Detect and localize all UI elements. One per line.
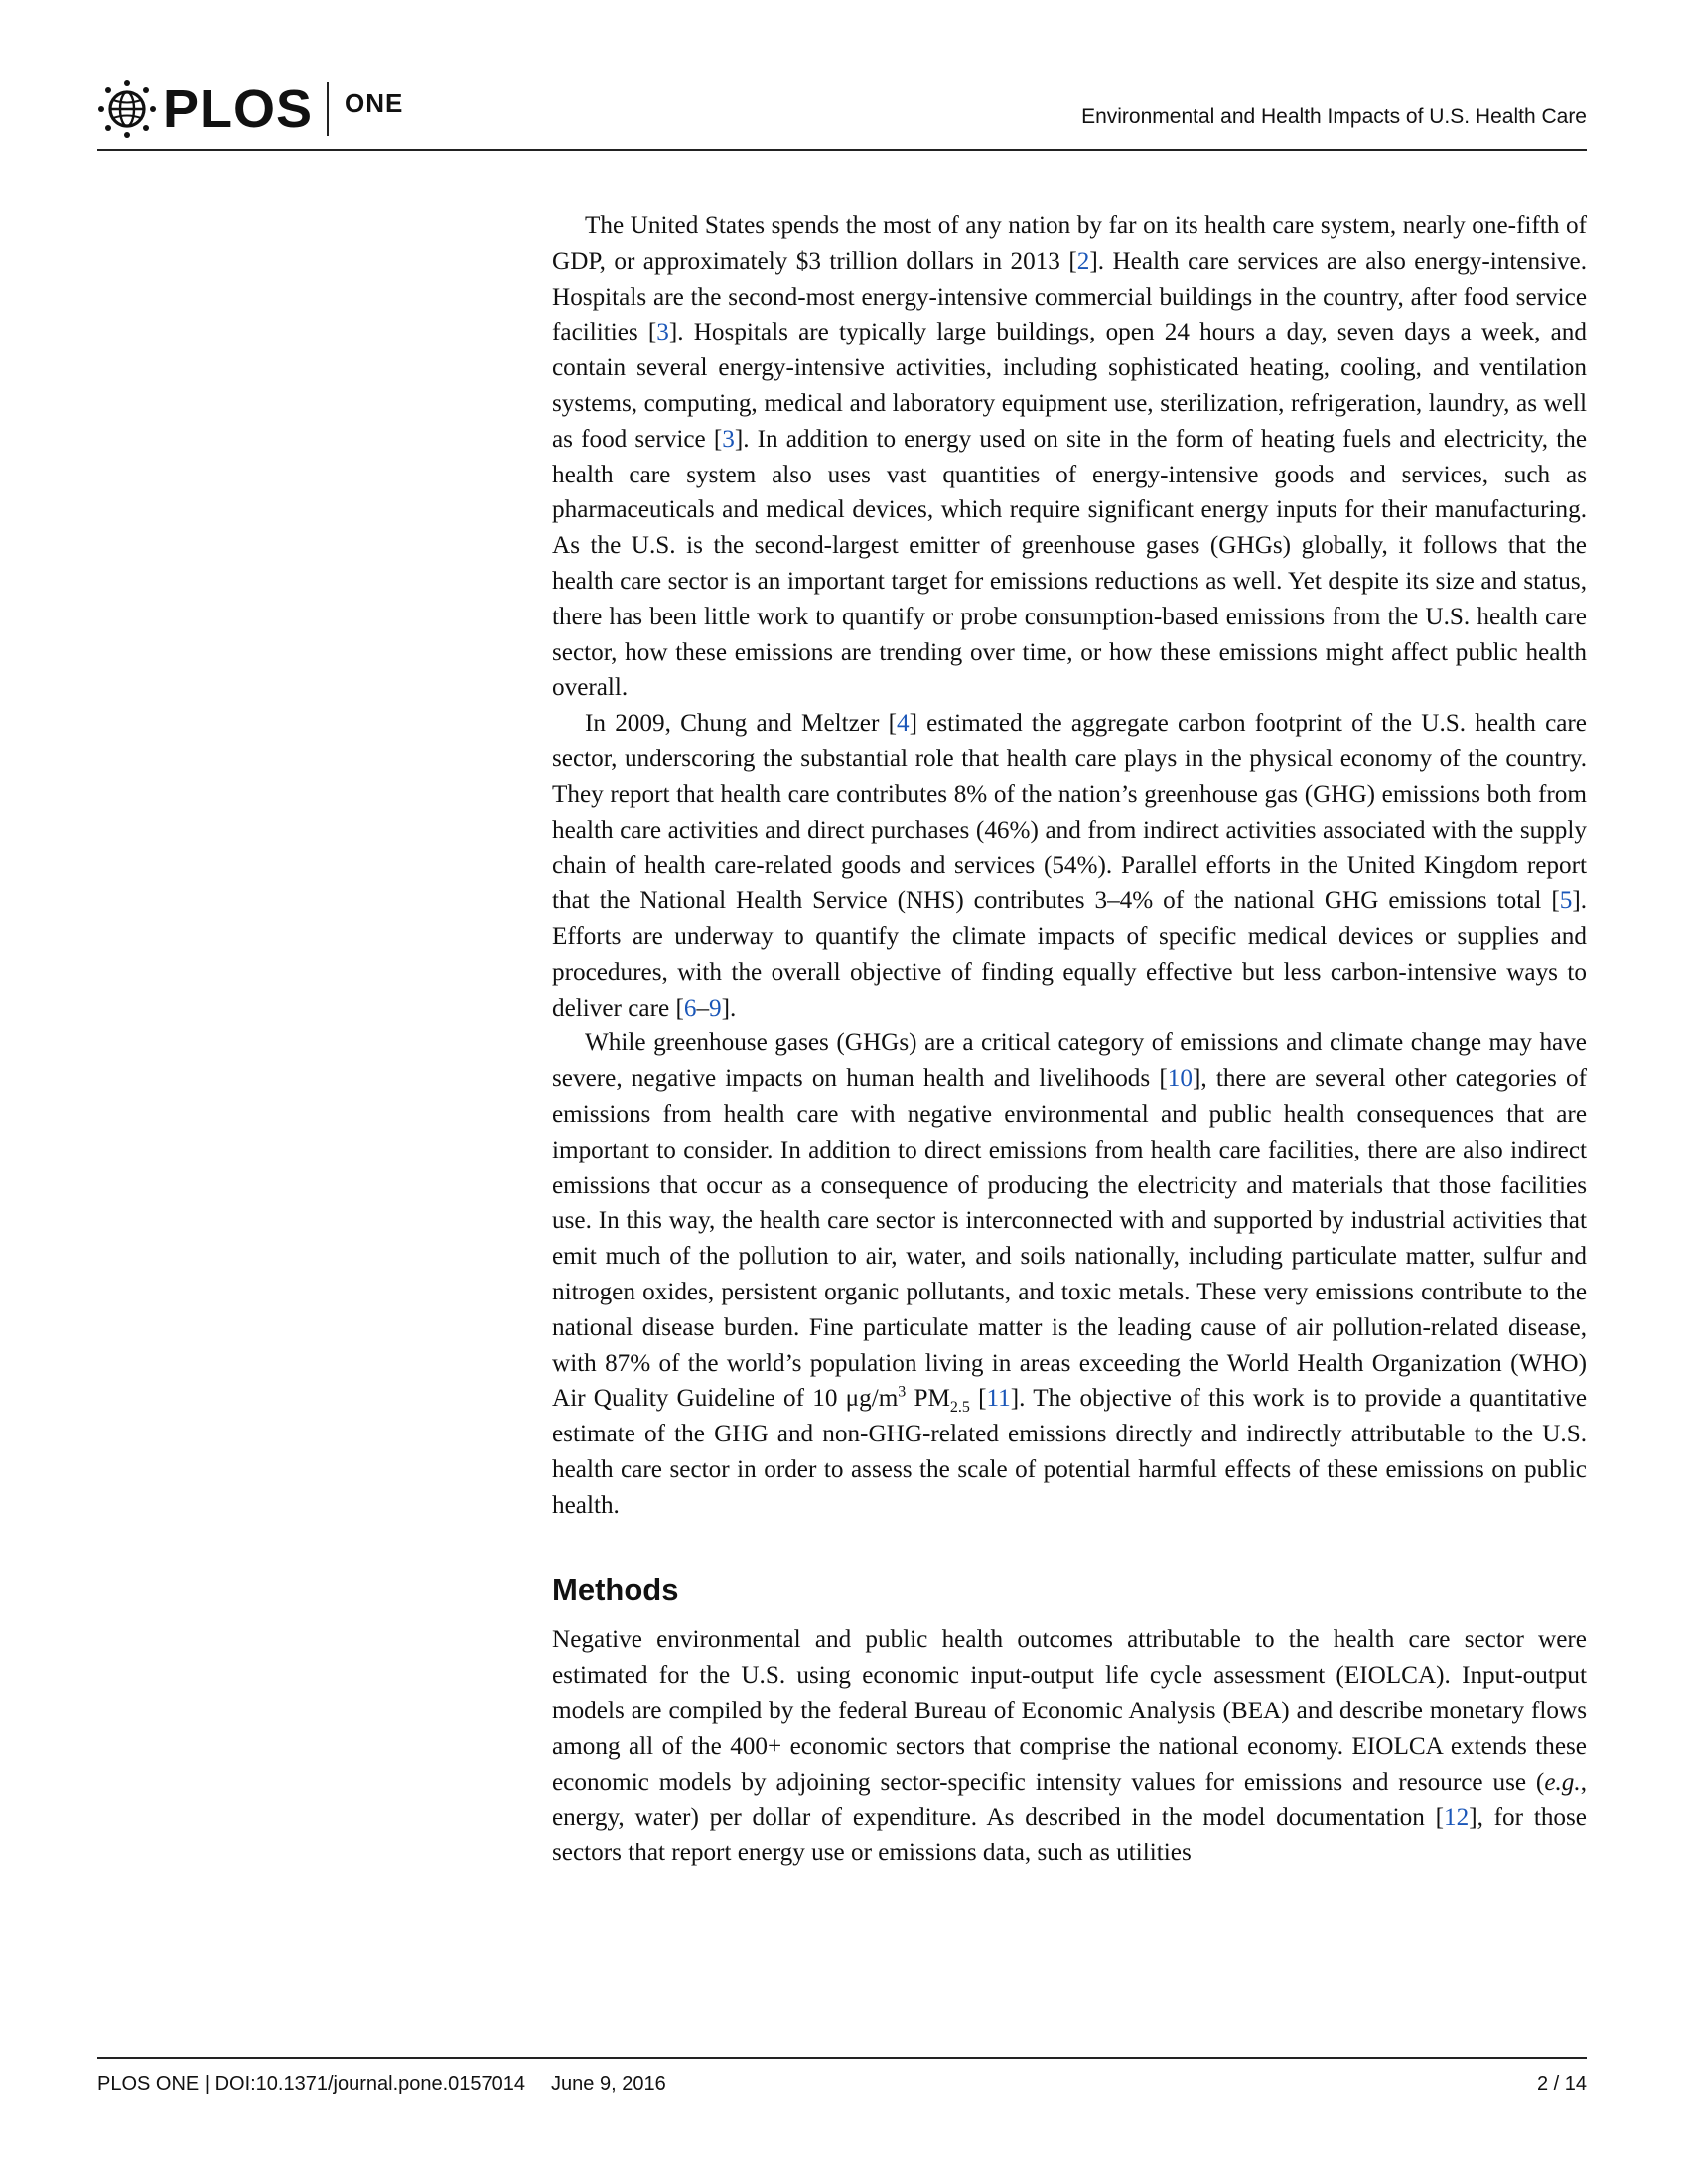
subscript-2-5: 2.5 bbox=[949, 1399, 970, 1417]
text-run: ]. In addition to energy used on site in the form of heating fuels and electricity, the health care system also uses vast quantities of energy-intensive goods and services, such as pharmaceuticals and medical devices, which require significant energy inputs for their manufacturing. As the U.S. is the second-largest emitter of greenhouse gases (GHGs) globally, it follows that the health care sector is an important target for emissions reductions as well. Yet despite its size and status, there has been little work to quantify or probe consumption-based emissions from the U.S. health care sector, how these emissions are trending over time, or how these emissions might affect public health overall. bbox=[552, 425, 1587, 702]
footer-citation bbox=[97, 2073, 666, 2096]
paragraph-intro-1 bbox=[552, 208, 1587, 706]
page-number: 2 / 14 bbox=[1536, 2073, 1587, 2095]
page-header bbox=[97, 73, 1587, 153]
section-heading-methods: Methods bbox=[552, 1572, 679, 1608]
text-run: In 2009, Chung and Meltzer [ bbox=[585, 710, 897, 738]
text-run: [ bbox=[969, 1385, 987, 1413]
citation-link[interactable]: 3 bbox=[722, 425, 735, 453]
logo-divider bbox=[327, 82, 329, 136]
text-run: ], there are several other categories of emissions from health care with negative environmental and public health consequences that are important to consider. In addition to direct emissions from health care facilities, there are also indirect emissions that occur as a consequence of producing the electricity and materials that those facilities use. In this way, the health care sector is interconnected with and supported by industrial activities that emit much of the pollution to air, water, and soils nationally, including particulate matter, sulfur and nitrogen oxides, persistent organic pollutants, and toxic metals. These very emissions contribute to the national disease burden. Fine particulate matter is the leading cause of air pollution-related disease, with 87% of the world’s population living in areas exceeding the World Health Organization (WHO) Air Quality Guideline of 10 μg/m bbox=[552, 1065, 1587, 1413]
text-run: ]. Efforts are underway to quantify the climate impacts of specific medical devices or supplies and procedures, with the overall objective of finding equally effective but less carbon-intensive ways to deliver care [ bbox=[552, 887, 1587, 1022]
footer-journal-doi[interactable]: PLOS ONE | DOI:10.1371/journal.pone.0157014 bbox=[97, 2073, 526, 2095]
superscript-3: 3 bbox=[898, 1383, 907, 1401]
footer-date: June 9, 2016 bbox=[551, 2073, 666, 2095]
paragraph-intro-2 bbox=[552, 706, 1587, 1025]
paragraph-methods-1 bbox=[552, 1622, 1587, 1871]
text-run: ]. Health care services are also energy-intensive. Hospitals are the second-most energy-intensive commercial buildings in the country, after food service facilities [ bbox=[552, 247, 1587, 346]
logo-plos-text: PLOS bbox=[163, 79, 314, 139]
citation-link[interactable]: 11 bbox=[986, 1385, 1011, 1413]
citation-link[interactable]: 10 bbox=[1167, 1065, 1193, 1093]
text-run: ]. bbox=[721, 994, 737, 1022]
text-run: ]. The objective of this work is to provide a quantitative estimate of the GHG and non-GHG-related emissions directly and indirectly attributable to the U.S. health care sector in order to assess the scale of potential harmful effects of these emissions on public health. bbox=[552, 1385, 1587, 1519]
text-run: , energy, water) per dollar of expenditure. As described in the model documentation [ bbox=[552, 1768, 1587, 1832]
text-run: ]. Hospitals are typically large buildings, open 24 hours a day, seven days a week, and contain several energy-intensive activities, including sophisticated heating, cooling, and ventilation systems, computing, medical and laboratory equipment use, sterilization, refrigeration, laundry, as well as food service [ bbox=[552, 319, 1587, 453]
running-title: Environmental and Health Impacts of U.S. Health Care bbox=[1081, 105, 1587, 128]
italic-eg: e.g. bbox=[1544, 1768, 1581, 1796]
text-run: While greenhouse gases (GHGs) are a critical category of emissions and climate change may have severe, negative impacts on human health and livelihoods [ bbox=[552, 1029, 1587, 1093]
citation-link[interactable]: 9 bbox=[709, 994, 722, 1022]
plos-globe-icon bbox=[97, 79, 157, 139]
citation-link[interactable]: 12 bbox=[1444, 1804, 1470, 1832]
citation-link[interactable]: 3 bbox=[656, 319, 669, 346]
citation-link[interactable]: 2 bbox=[1076, 247, 1090, 275]
article-body bbox=[552, 208, 1587, 1871]
text-run: ], for those sectors that report energy use or emissions data, such as utilities bbox=[552, 1804, 1587, 1867]
citation-link[interactable]: 5 bbox=[1559, 887, 1573, 915]
logo-one-text: ONE bbox=[345, 87, 404, 118]
text-run: – bbox=[696, 994, 710, 1022]
plos-one-logo[interactable] bbox=[97, 77, 403, 141]
text-run: Negative environmental and public health outcomes attributable to the health care sector were estimated for the U.S. using economic input-output life cycle assessment (EIOLCA). Input-output models are compiled by the federal Bureau of Economic Analysis (BEA) and describe monetary flows among all of the 400+ economic sectors that comprise the national economy. EIOLCA extends these economic models by adjoining sector-specific intensity values for emissions and resource use ( bbox=[552, 1626, 1587, 1796]
text-run: The United States spends the most of any nation by far on its health care system, nearly one-fifth of GDP, or approximately $3 trillion dollars in 2013 [ bbox=[552, 212, 1587, 275]
header-rule bbox=[97, 149, 1587, 151]
citation-link[interactable]: 6 bbox=[683, 994, 697, 1022]
text-run: ] estimated the aggregate carbon footprint of the U.S. health care sector, underscoring the substantial role that health care plays in the physical economy of the country. They report that health care contributes 8% of the nation’s greenhouse gas (GHG) emissions both from health care activities and direct purchases (46%) and from indirect activities associated with the supply chain of health care-related goods and services (54%). Parallel efforts in the United Kingdom report that the National Health Service (NHS) contributes 3–4% of the national GHG emissions total [ bbox=[552, 710, 1587, 915]
citation-link[interactable]: 4 bbox=[896, 710, 910, 738]
paragraph-intro-3 bbox=[552, 1025, 1587, 1523]
footer-rule bbox=[97, 2057, 1587, 2059]
text-run: PM bbox=[906, 1385, 950, 1413]
